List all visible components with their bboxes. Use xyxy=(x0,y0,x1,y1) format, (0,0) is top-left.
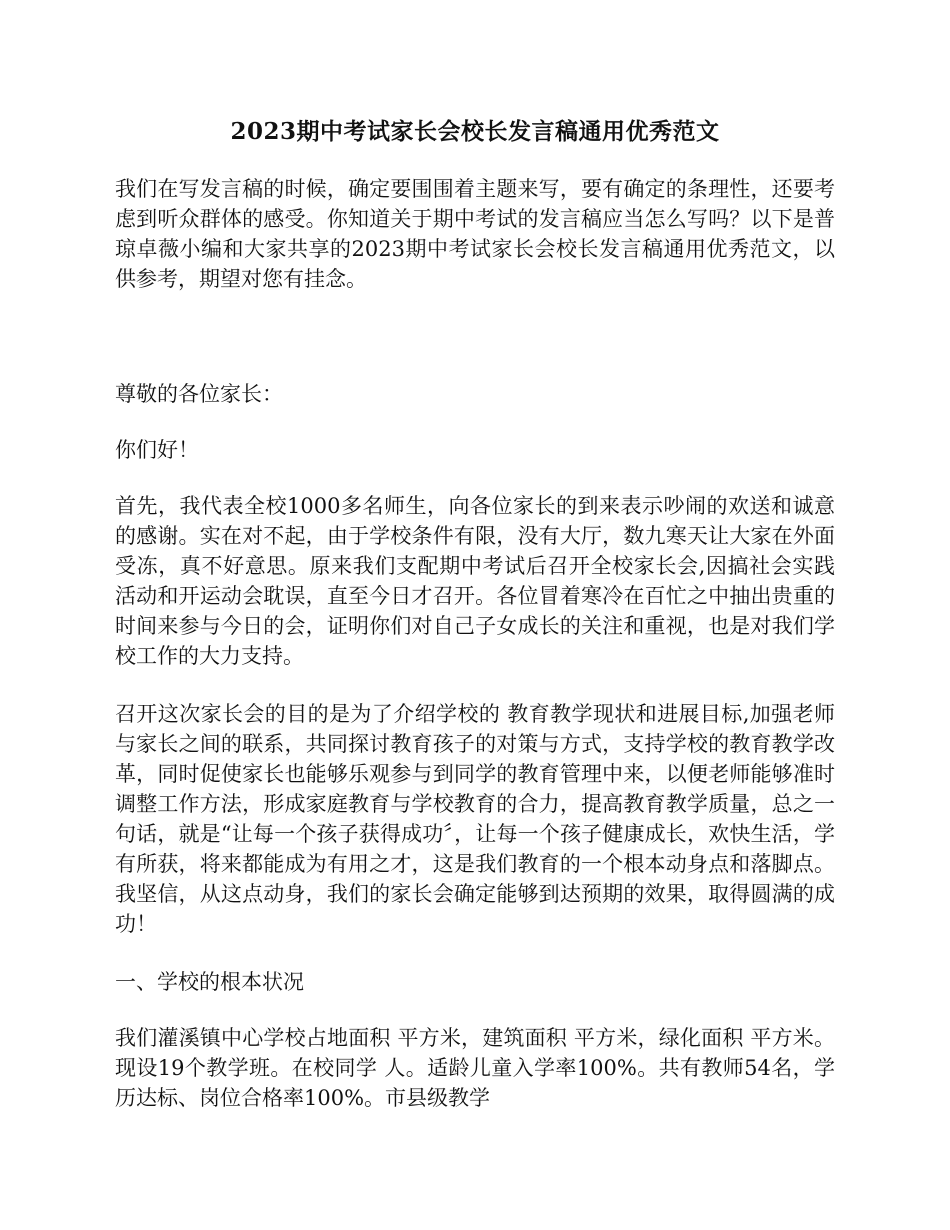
body-paragraph-2: 召开这次家长会的目的是为了介绍学校的 教育教学现状和进展目标,加强老师与家长之间的联系，共同探讨教育孩子的对策与方式，支持学校的教育教学改革，同时促使家长也能够乐观参与到同学的教育管理中来，以便老师能够准时调整工作方法，形成家庭教育与学校教育的合力，提高教育教学质量，总之一句话，就是“让每一个孩子获得成功〞，让每一个孩子健康成长，欢快生活，学有所获，将来都能成为有用之才，这是我们教育的一个根本动身点和落脚点。我坚信，从这点动身，我们的家长会确定能够到达预期的效果，取得圆满的成功！ xyxy=(115,702,835,936)
intro-paragraph: 我们在写发言稿的时候，确定要围围着主题来写，要有确定的条理性，还要考虑到听众群体的感受。你知道关于期中考试的发言稿应当怎么写吗？以下是普琼卓薇小编和大家共享的2023期中考试家长会校长发言稿通用优秀范文，以供参考，期望对您有挂念。 xyxy=(115,177,835,291)
section-paragraph: 我们灌溪镇中心学校占地面积 平方米，建筑面积 平方米，绿化面积 平方米。现设19个教学班。在校同学 人。适龄儿童入学率100%。共有教师54名，学历达标、岗位合格率100%。市县级教学 xyxy=(115,1026,835,1110)
body-paragraph-1: 首先，我代表全校1000多名师生，向各位家长的到来表示吵闹的欢送和诚意的感谢。实在对不起，由于学校条件有限，没有大厅，数九寒天让大家在外面受冻，真不好意思。原来我们支配期中考试后召开全校家长会,因搞社会实践活动和开运动会耽误，直至今日才召开。各位冒着寒冷在百忙之中抽出贵重的时间来参与今日的会，证明你们对自己子女成长的关注和重视，也是对我们学校工作的大力支持。 xyxy=(115,494,835,668)
greeting: 你们好！ xyxy=(115,438,199,462)
document-page xyxy=(115,112,835,1141)
document-title: 2023期中考试家长会校长发言稿通用优秀范文 xyxy=(230,118,720,145)
section-heading: 一、学校的根本状况 xyxy=(115,970,304,994)
salutation: 尊敬的各位家长： xyxy=(115,382,283,406)
